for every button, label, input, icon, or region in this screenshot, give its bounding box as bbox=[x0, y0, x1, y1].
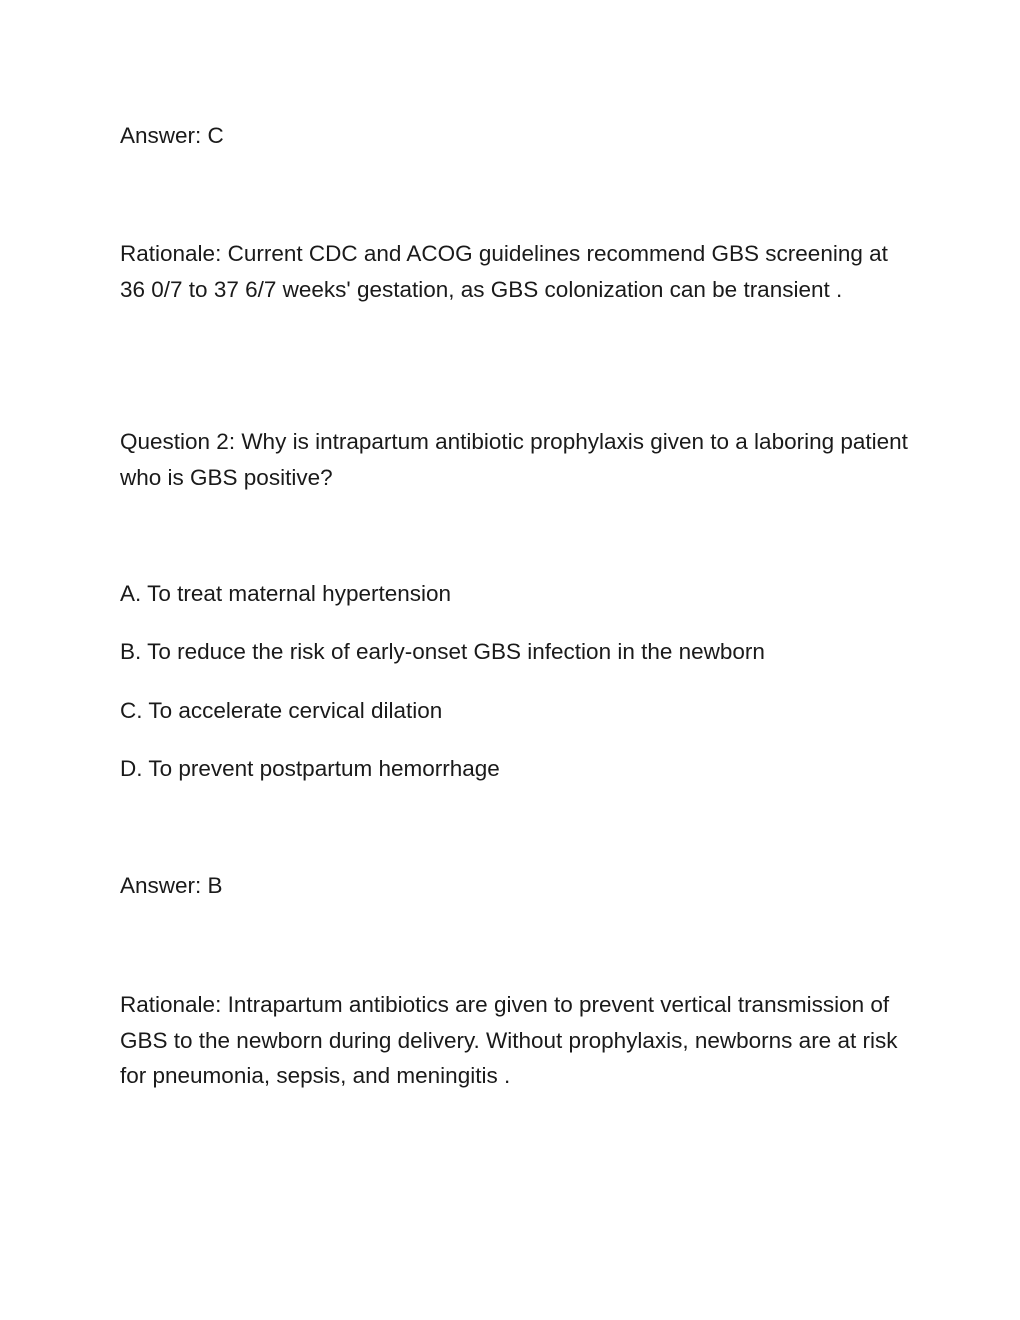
option-c: C. To accelerate cervical dilation bbox=[120, 698, 443, 723]
answer-1: Answer: C bbox=[120, 123, 224, 148]
answer-2: Answer: B bbox=[120, 873, 223, 898]
rationale-2: Rationale: Intrapartum antibiotics are given to prevent vertical transmission of GBS to the newborn during delivery. Without prophylaxis, newborns are at risk for pneumonia, sepsis, and meningitis . bbox=[120, 992, 898, 1088]
question-2: Question 2: Why is intrapartum antibiotic prophylaxis given to a laboring patient who is GBS positive? bbox=[120, 429, 908, 490]
option-b: B. To reduce the risk of early-onset GBS infection in the newborn bbox=[120, 639, 765, 664]
option-d: D. To prevent postpartum hemorrhage bbox=[120, 756, 500, 781]
rationale-1: Rationale: Current CDC and ACOG guidelines recommend GBS screening at 36 0/7 to 37 6/7 weeks' gestation, as GBS colonization can be transient . bbox=[120, 241, 888, 302]
option-a: A. To treat maternal hypertension bbox=[120, 581, 452, 606]
